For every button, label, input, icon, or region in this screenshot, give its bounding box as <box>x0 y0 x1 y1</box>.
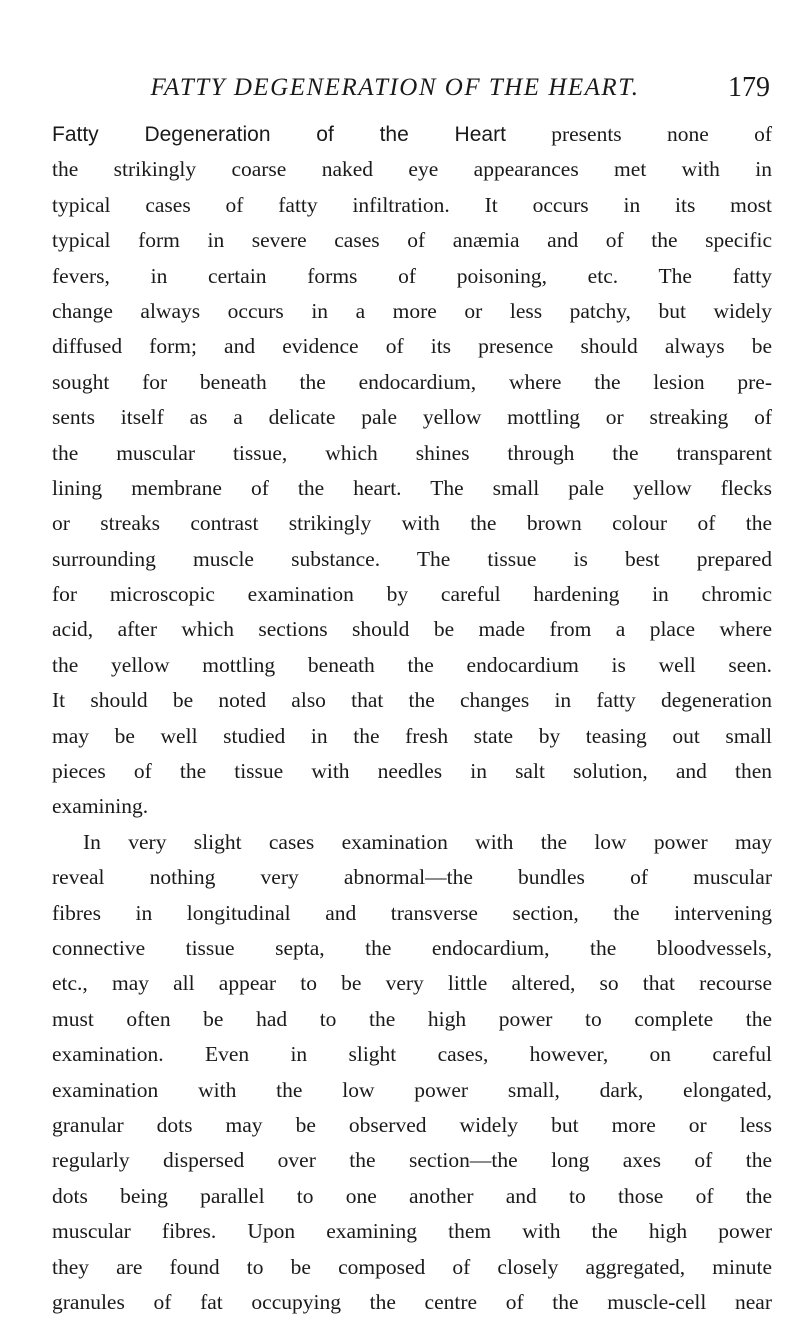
text-line: surrounding muscle substance. The tissue is best prepared <box>52 546 772 571</box>
text-line: or streaks contrast strikingly with the brown colour of the <box>52 511 772 536</box>
text-line: fevers, in certain forms of poisoning, etc. The fatty <box>52 263 772 288</box>
text-line: pieces of the tissue with needles in salt solution, and then <box>52 759 772 784</box>
text-line: change always occurs in a more or less patchy, but widely <box>52 298 772 323</box>
running-title: FATTY DEGENERATION OF THE HEART. <box>150 74 640 101</box>
text-line: sought for beneath the endocardium, where the lesion pre- <box>52 369 772 394</box>
text-line: fibres in longitudinal and transverse section, the intervening <box>52 900 772 925</box>
body-text <box>52 117 772 1320</box>
text-line: typical form in severe cases of anæmia and of the specific <box>52 228 772 253</box>
text-line: examination. Even in slight cases, however, on careful <box>52 1042 772 1067</box>
text-line: granules of fat occupying the centre of the muscle-cell near <box>52 1289 772 1314</box>
section-lead-in: Fatty Degeneration of the Heart <box>52 123 506 146</box>
text-line: examining. <box>52 794 149 819</box>
text-line: lining membrane of the heart. The small pale yellow flecks <box>52 475 772 500</box>
text-line: granular dots may be observed widely but more or less <box>52 1112 772 1137</box>
text-line: muscular fibres. Upon examining them with the high power <box>52 1219 772 1244</box>
text-line: In very slight cases examination with the low power may <box>83 829 772 854</box>
text-line <box>52 117 772 152</box>
text-line: etc., may all appear to be very little altered, so that recourse <box>52 971 772 996</box>
running-head <box>90 70 770 106</box>
text-line: may be well studied in the fresh state by teasing out small <box>52 723 772 748</box>
text-line: connective tissue septa, the endocardium, the bloodvessels, <box>52 935 772 960</box>
text-line: for microscopic examination by careful hardening in chromic <box>52 582 772 607</box>
text-line: typical cases of fatty infiltration. It occurs in its most <box>52 192 772 217</box>
text-line: examination with the low power small, dark, elongated, <box>52 1077 772 1102</box>
text-line: regularly dispersed over the section—the long axes of the <box>52 1148 772 1173</box>
text-line: reveal nothing very abnormal—the bundles of muscular <box>52 865 772 890</box>
text-line: must often be had to the high power to complete the <box>52 1006 772 1031</box>
text-line: acid, after which sections should be made from a place where <box>52 617 772 642</box>
text-line-content: presents none of <box>551 122 772 146</box>
text-line: the muscular tissue, which shines through the transparent <box>52 440 772 465</box>
text-line: dots being parallel to one another and to those of the <box>52 1183 772 1208</box>
text-line: the strikingly coarse naked eye appearances met with in <box>52 157 772 182</box>
text-line: sents itself as a delicate pale yellow mottling or streaking of <box>52 405 772 430</box>
page-number: 179 <box>728 72 770 103</box>
text-line: the yellow mottling beneath the endocardium is well seen. <box>52 652 772 677</box>
text-line: they are found to be composed of closely aggregated, minute <box>52 1254 772 1279</box>
text-line: diffused form; and evidence of its presence should always be <box>52 334 772 359</box>
text-line: It should be noted also that the changes in fatty degeneration <box>52 688 772 713</box>
